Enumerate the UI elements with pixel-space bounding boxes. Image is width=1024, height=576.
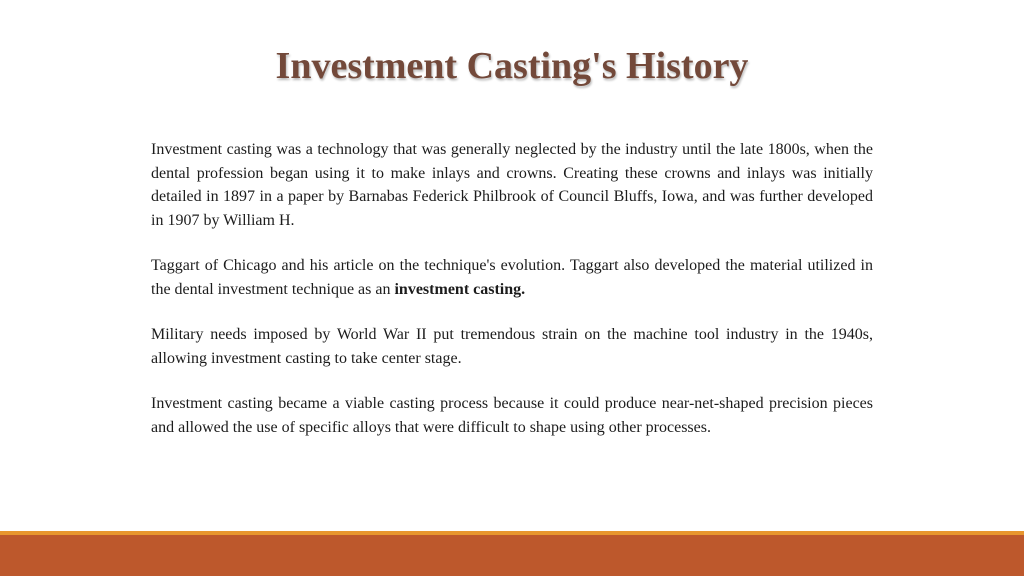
paragraph-2-text: Taggart of Chicago and his article on the technique's evolution. Taggart also developed the material utilized in the dental investment technique as an: [151, 257, 873, 298]
paragraph-3: Military needs imposed by World War II put tremendous strain on the machine tool industry in the 1940s, allowing investment casting to take center stage.: [151, 326, 873, 367]
slide-title: Investment Casting's History: [275, 45, 749, 87]
slide-body: [151, 138, 873, 461]
paragraph-2-bold-term: investment casting.: [394, 280, 526, 298]
paragraph-4: Investment casting became a viable casting process because it could produce near-net-shaped precision pieces and allowed the use of specific alloys that were difficult to shape using other processes.: [151, 395, 873, 436]
paragraph-1: Investment casting was a technology that was generally neglected by the industry until the late 1800s, when the dental profession began using it to make inlays and crowns. Creating these crowns and inlays was initially detailed in 1897 in a paper by Barnabas Federick Philbrook of Council Bluffs, Iowa, and was further developed in 1907 by William H.: [151, 141, 873, 229]
paragraph-2: [151, 254, 873, 301]
footer-band: [0, 535, 1024, 576]
